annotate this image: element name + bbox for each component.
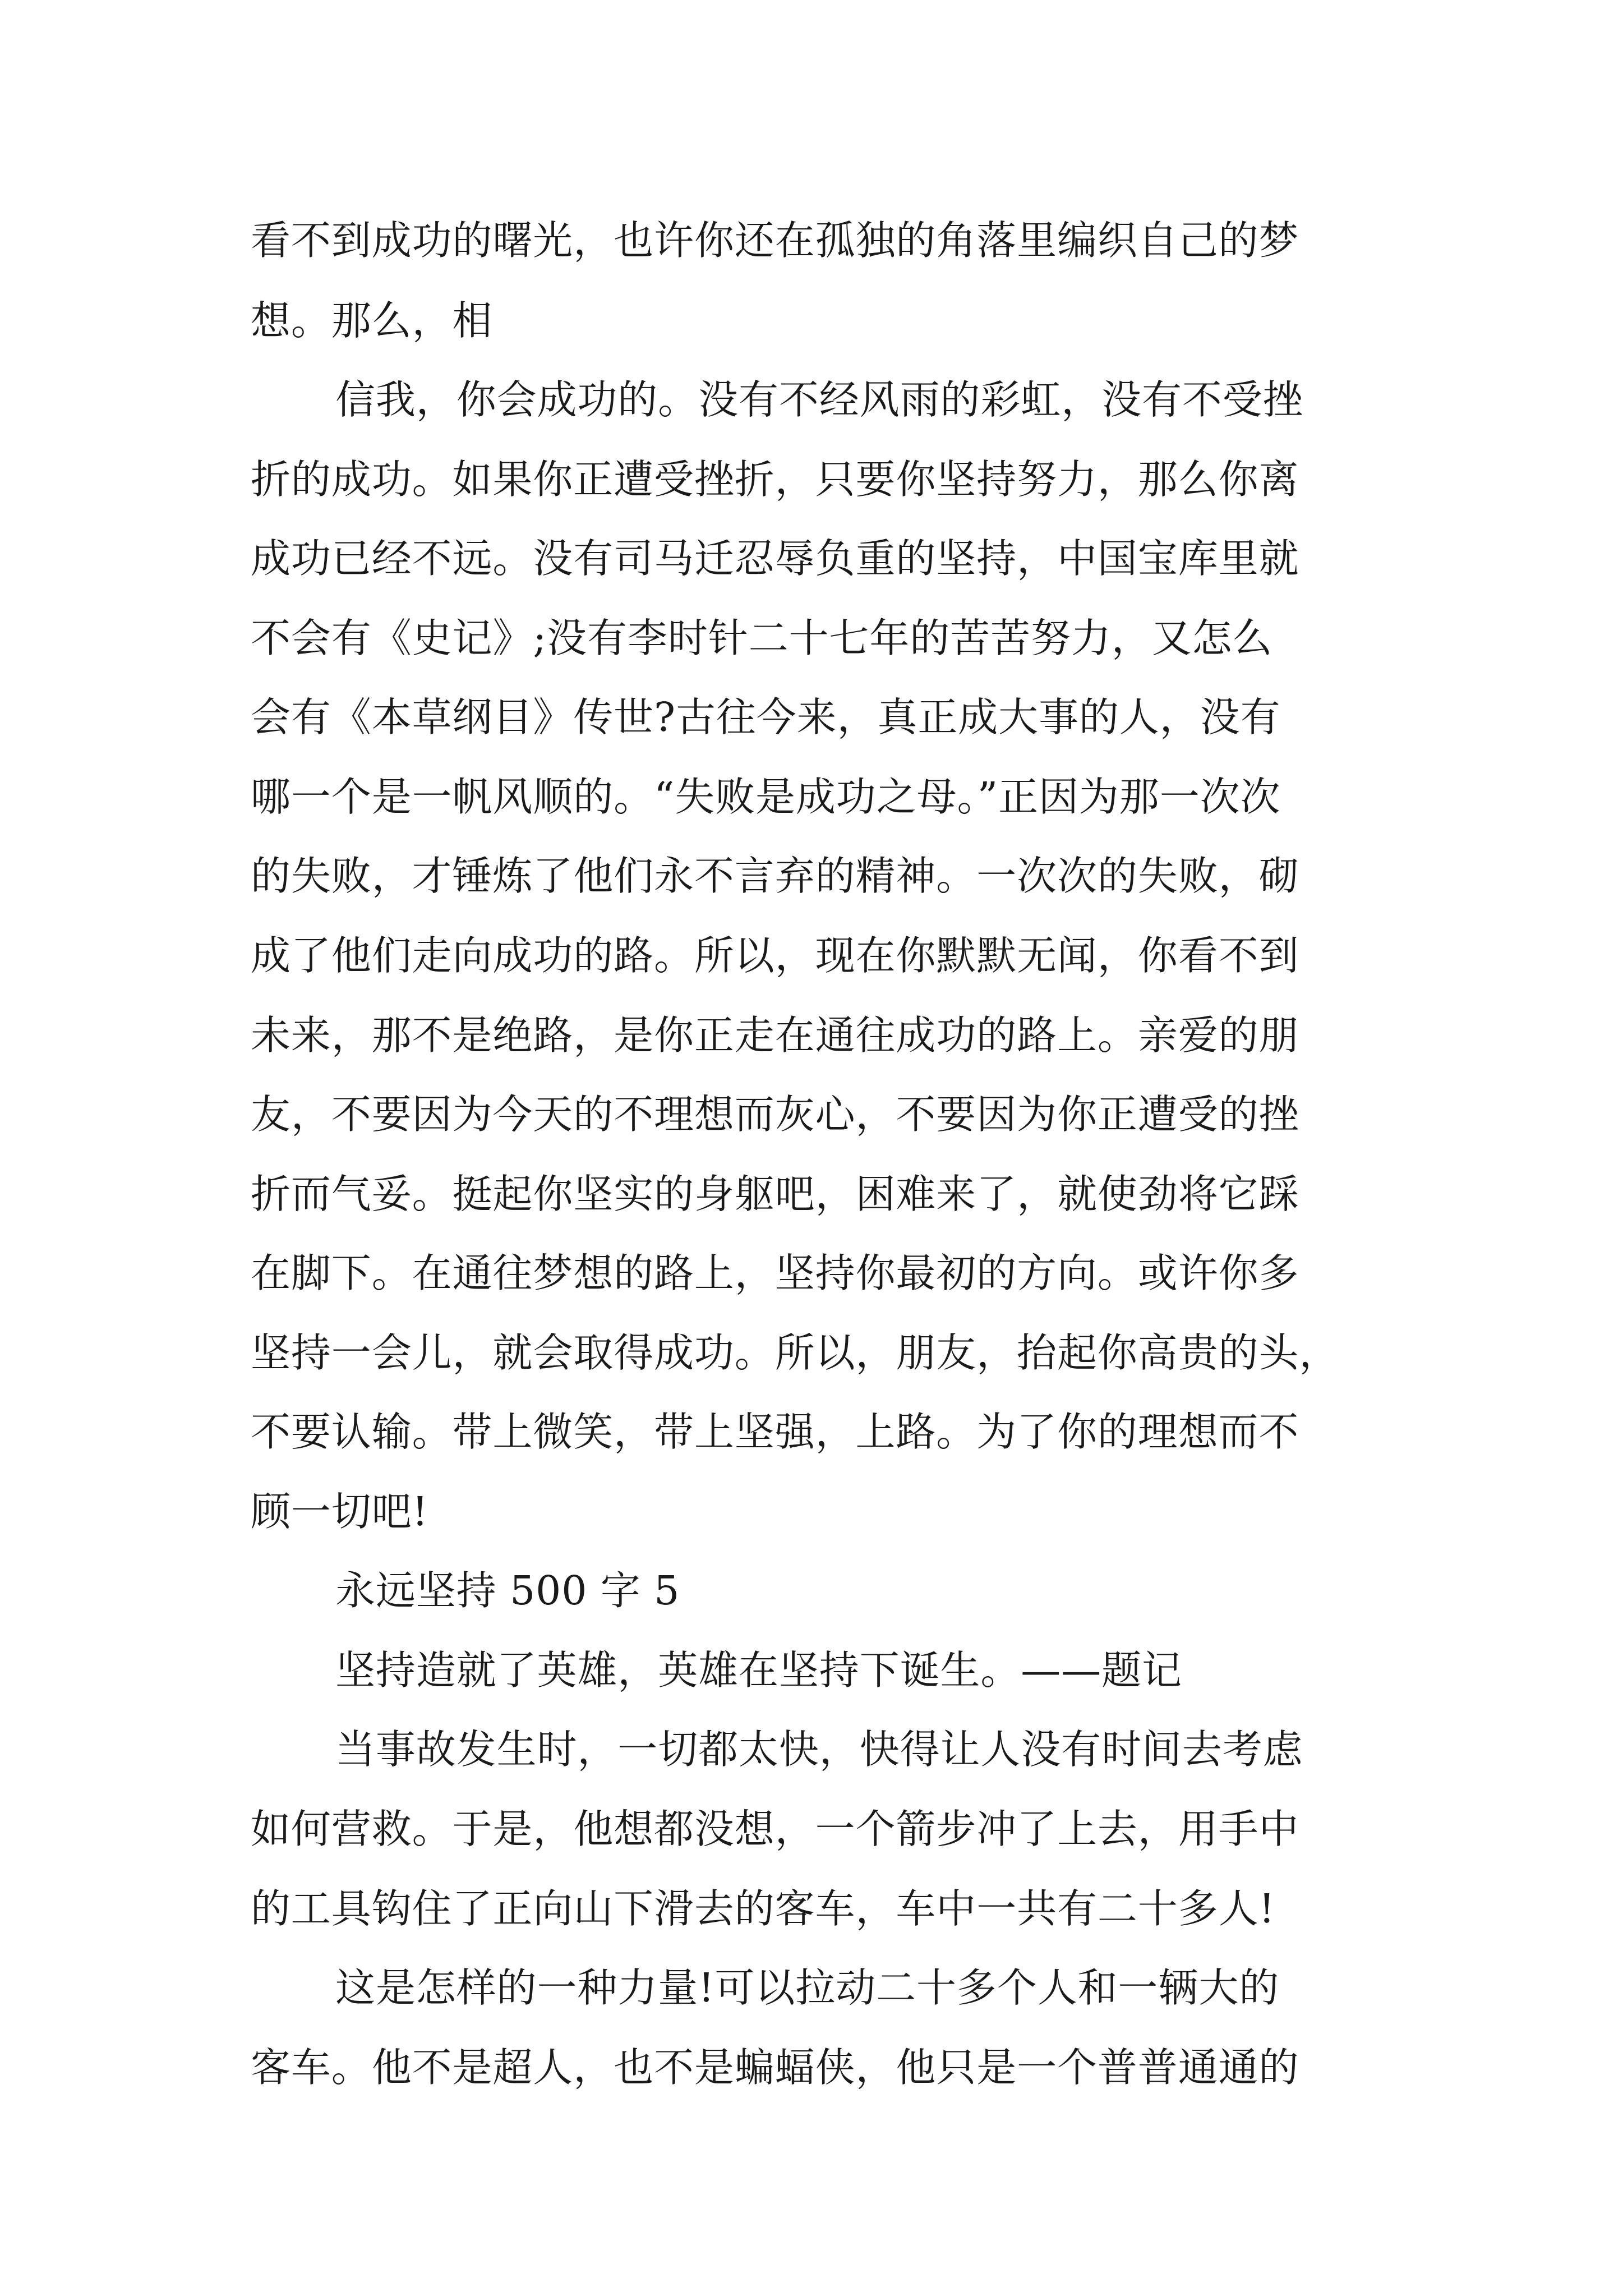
text-line: 不要认输。带上微笑，带上坚强，上路。为了你的理想而不 — [251, 1409, 1299, 1455]
text-line: 客车。他不是超人，也不是蝙蝠侠，他只是一个普普通通的 — [251, 2044, 1299, 2091]
paragraph-start-line: 信我，你会成功的。没有不经风雨的彩虹，没有不受挫 — [335, 376, 1303, 423]
text-line: 折而气妥。挺起你坚实的身躯吧，困难来了，就使劲将它踩 — [251, 1171, 1299, 1217]
text-line: 成功已经不远。没有司马迁忍辱负重的坚持，中国宝库里就 — [251, 535, 1299, 582]
text-line: 的失败，才锤炼了他们永不言弃的精神。一次次的失败，砌 — [251, 853, 1299, 899]
text-line: 如何营救。于是，他想都没想，一个箭步冲了上去，用手中 — [251, 1806, 1299, 1852]
paragraph-start-line: 当事故发生时，一切都太快，快得让人没有时间去考虑 — [335, 1726, 1303, 1773]
text-line: 未来，那不是绝路，是你正走在通往成功的路上。亲爱的朋 — [251, 1012, 1299, 1059]
text-line: 看不到成功的曙光，也许你还在孤独的角落里编织自己的梦 — [251, 217, 1299, 264]
text-line: 在脚下。在通往梦想的路上，坚持你最初的方向。或许你多 — [251, 1250, 1299, 1296]
text-line: 坚持一会儿，就会取得成功。所以，朋友，抬起你高贵的头， — [251, 1329, 1340, 1376]
text-line: 成了他们走向成功的路。所以，现在你默默无闻，你看不到 — [251, 932, 1299, 979]
text-line: 不会有《史记》;没有李时针二十七年的苦苦努力，又怎么 — [251, 615, 1273, 661]
text-line: 哪一个是一帆风顺的。“失败是成功之母。”正因为那一次次 — [251, 774, 1281, 820]
text-line: 会有《本草纲目》传世?古往今来，真正成大事的人，没有 — [251, 694, 1281, 740]
text-line: 友，不要因为今天的不理想而灰心，不要因为你正遭受的挫 — [251, 1091, 1299, 1138]
text-line: 顾一切吧! — [251, 1488, 429, 1535]
text-line: 想。那么，相 — [251, 297, 493, 344]
paragraph-start-line: 这是怎样的一种力量!可以拉动二十多个人和一辆大的 — [335, 1964, 1280, 2011]
section-heading: 永远坚持 500 字 5 — [335, 1567, 680, 1614]
text-line: 折的成功。如果你正遭受挫折，只要你坚持努力，那么你离 — [251, 456, 1299, 503]
text-line: 的工具钩住了正向山下滑去的客车，车中一共有二十多人! — [251, 1885, 1275, 1932]
epigraph-line: 坚持造就了英雄，英雄在坚持下诞生。——题记 — [335, 1647, 1182, 1694]
